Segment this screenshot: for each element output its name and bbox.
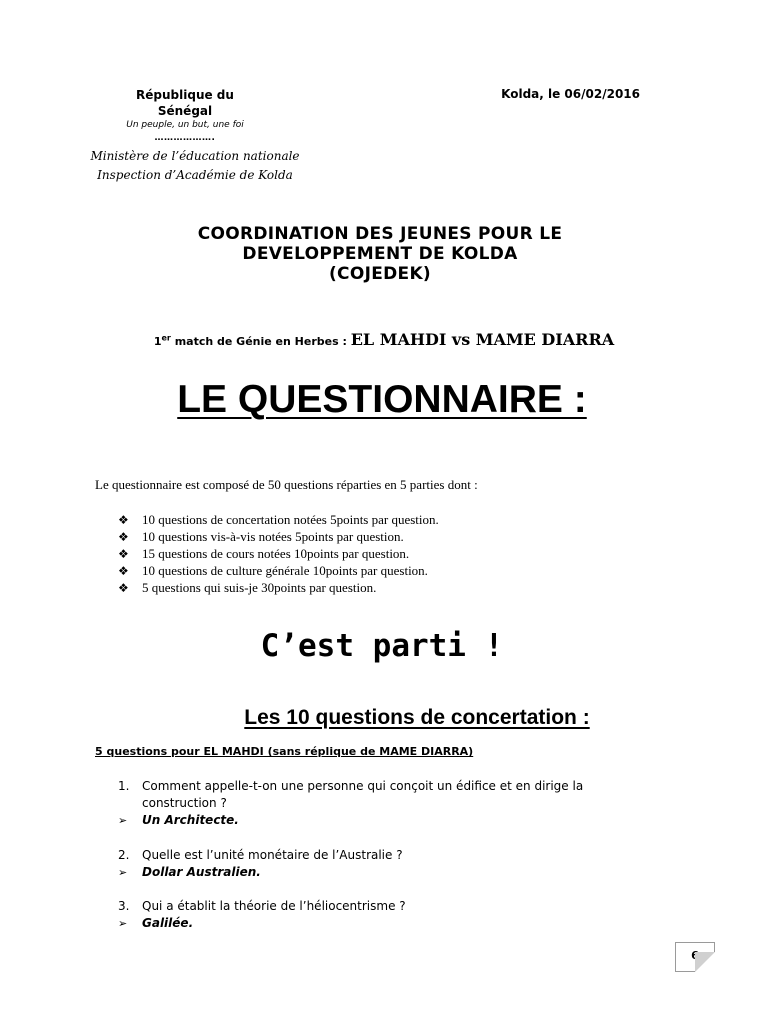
- question-text: Quelle est l’unité monétaire de l’Australie ?: [142, 848, 403, 862]
- coordination-line-2: DEVELOPPEMENT DE KOLDA: [242, 244, 518, 264]
- arrow-bullet-icon: ➢: [118, 866, 128, 879]
- diamond-bullet-icon: ❖: [118, 513, 129, 527]
- answer-text: Galilée.: [142, 916, 194, 930]
- answer-text: Dollar Australien.: [142, 865, 261, 879]
- match-number: 1: [153, 335, 162, 348]
- questions-subheading: 5 questions pour EL MAHDI (sans réplique de MAME DIARRA): [95, 745, 474, 758]
- question-2: [118, 847, 678, 881]
- match-prefix: match de Génie en Herbes :: [170, 335, 351, 348]
- question-number: 3.: [118, 899, 130, 913]
- match-teams: EL MAHDI vs MAME DIARRA: [350, 330, 615, 349]
- question-text-continued: construction ?: [142, 796, 227, 810]
- list-item: ❖ 10 questions de concertation notées 5points par question.: [118, 512, 439, 527]
- question-3: [118, 898, 678, 932]
- diamond-bullet-icon: ❖: [118, 564, 129, 578]
- national-motto: Un peuple, un but, une foi: [126, 120, 244, 130]
- coordination-line-3: (COJEDEK): [328, 264, 431, 284]
- answer-text: Un Architecte.: [142, 813, 239, 827]
- diamond-bullet-icon: ❖: [118, 547, 129, 561]
- page-number: 6: [691, 949, 699, 962]
- coordination-title: [120, 224, 640, 284]
- match-ordinal: er: [161, 333, 171, 343]
- match-line: [120, 330, 648, 350]
- page-curl-icon: [695, 952, 715, 972]
- page-title: LE QUESTIONNAIRE :: [177, 378, 587, 421]
- ministry-block: [80, 147, 310, 185]
- question-number: 1.: [118, 779, 130, 793]
- start-heading: C’est parti !: [260, 628, 504, 664]
- list-item: ❖ 15 questions de cours notées 10points par question.: [118, 546, 410, 561]
- list-item: ❖ 5 questions qui suis-je 30points par question.: [118, 580, 377, 595]
- arrow-bullet-icon: ➢: [118, 917, 128, 930]
- list-item: ❖ 10 questions vis-à-vis notées 5points par question.: [118, 529, 404, 544]
- header-dots: ……………….: [154, 133, 216, 143]
- republic-header: [110, 87, 260, 145]
- page-number-box: [675, 942, 715, 972]
- section-title: Les 10 questions de concertation :: [244, 706, 590, 729]
- list-item: ❖ 10 questions de culture générale 10points par question.: [118, 563, 428, 578]
- question-number: 2.: [118, 848, 130, 862]
- parts-list: [118, 511, 439, 596]
- diamond-bullet-icon: ❖: [118, 530, 129, 544]
- inspection-name: Inspection d’Académie de Kolda: [97, 168, 293, 182]
- question-text: Comment appelle-t-on une personne qui conçoit un édifice et en dirige la: [142, 779, 584, 793]
- question-1: [118, 778, 678, 829]
- diamond-bullet-icon: ❖: [118, 581, 129, 595]
- intro-text: Le questionnaire est composé de 50 questions réparties en 5 parties dont :: [95, 477, 478, 492]
- document-date: Kolda, le 06/02/2016: [501, 87, 640, 101]
- coordination-line-1: COORDINATION DES JEUNES POUR LE: [197, 224, 563, 244]
- republic-name: République du Sénégal: [136, 88, 234, 118]
- question-text: Qui a établit la théorie de l’héliocentrisme ?: [142, 899, 406, 913]
- ministry-name: Ministère de l’éducation nationale: [90, 149, 300, 163]
- match-label: [154, 335, 351, 348]
- arrow-bullet-icon: ➢: [118, 814, 128, 827]
